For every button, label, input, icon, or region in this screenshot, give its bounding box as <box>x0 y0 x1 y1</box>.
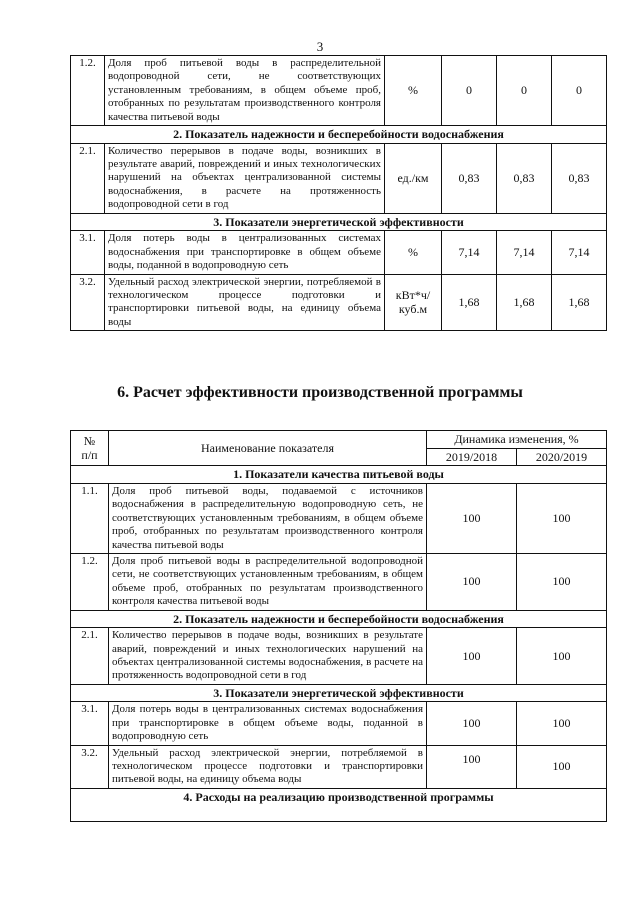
value-cell: 100 <box>427 628 517 685</box>
value-cell: 0,83 <box>497 143 552 213</box>
value-cell: 1,68 <box>552 274 607 331</box>
row-number: 3.1. <box>71 231 105 274</box>
table-row <box>71 553 607 610</box>
section-row <box>71 126 607 144</box>
indicators-table <box>70 55 607 331</box>
value-cell: 100 <box>427 745 517 788</box>
unit-cell: кВт*ч/ куб.м <box>385 274 442 331</box>
value-cell: 7,14 <box>497 231 552 274</box>
unit-cell: % <box>385 56 442 126</box>
indicator-name: Удельный расход электрической энергии, потребляемой в технологическом процессе подготовки и транспортировки питьевой воды, на единицу объема воды <box>105 274 385 331</box>
period-header: 2020/2019 <box>517 448 607 466</box>
indicator-name: Доля потерь воды в централизованных системах водоснабжения при транспортировке в общем объеме воды, поданной в водопроводную сеть <box>109 702 427 745</box>
indicator-name: Доля потерь воды в централизованных системах водоснабжения при транспортировке в общем объеме воды, поданной в водопроводную сеть <box>105 231 385 274</box>
unit-cell: ед./км <box>385 143 442 213</box>
section-title: 2. Показатель надежности и бесперебойности водоснабжения <box>71 610 607 628</box>
section-title: 3. Показатели энергетической эффективности <box>71 213 607 231</box>
indicator-name: Доля проб питьевой воды в распределительной водопроводной сети, не соответствующих установленным требованиям, в общем объеме проб, отобранных по результатам производственного контроля качества питьевой воды <box>105 56 385 126</box>
section-title: 1. Показатели качества питьевой воды <box>71 466 607 484</box>
indicator-name: Количество перерывов в подаче воды, возникших в результате аварий, повреждений и иных технологических нарушений на объектах централизованной системы водоснабжения, в расчете на протяженность водопроводной сети в год <box>109 628 427 685</box>
number-header <box>71 431 109 466</box>
value-cell: 1,68 <box>497 274 552 331</box>
header-row <box>71 431 607 449</box>
row-number: 3.2. <box>71 745 109 788</box>
table-row <box>71 143 607 213</box>
table-row <box>71 56 607 126</box>
row-number: 3.1. <box>71 702 109 745</box>
section-row <box>71 213 607 231</box>
table-row <box>71 483 607 553</box>
row-number: 3.2. <box>71 274 105 331</box>
page-number: 3 <box>316 39 324 54</box>
section-row <box>71 610 607 628</box>
value-cell: 100 <box>517 553 607 610</box>
row-number: 2.1. <box>71 628 109 685</box>
number-header-line1: № <box>83 433 96 448</box>
value-cell: 100 <box>517 628 607 685</box>
dynamics-header: Динамика изменения, % <box>427 431 607 449</box>
section-row <box>71 466 607 484</box>
section-title: 3. Показатели энергетической эффективности <box>71 684 607 702</box>
value-cell: 7,14 <box>552 231 607 274</box>
section-title: 4. Расходы на реализацию производственной программы <box>71 788 607 821</box>
value-cell: 0 <box>552 56 607 126</box>
row-number: 1.1. <box>71 483 109 553</box>
section-heading: 6. Расчет эффективности производственной программы <box>117 384 523 401</box>
value-cell: 7,14 <box>442 231 497 274</box>
table-row <box>71 274 607 331</box>
table-row <box>71 628 607 685</box>
value-cell: 100 <box>427 702 517 745</box>
value-cell: 100 <box>517 702 607 745</box>
table-row <box>71 231 607 274</box>
value-cell: 1,68 <box>442 274 497 331</box>
indicator-name: Удельный расход электрической энергии, потребляемой в технологическом процессе подготовки и транспортировки питьевой воды, на единицу объема воды <box>109 745 427 788</box>
section-row <box>71 788 607 821</box>
value-cell: 100 <box>517 483 607 553</box>
value-cell: 100 <box>427 483 517 553</box>
section-title: 2. Показатель надежности и бесперебойности водоснабжения <box>71 126 607 144</box>
value-cell: 0 <box>442 56 497 126</box>
indicator-name: Доля проб питьевой воды, подаваемой с источников водоснабжения в распределительную водопроводную сеть, не соответствующих установленным требованиям, в общем объеме проб, отобранных по результатам производственного контроля качества питьевой воды <box>109 483 427 553</box>
row-number: 1.2. <box>71 56 105 126</box>
value-cell: 0,83 <box>442 143 497 213</box>
unit-cell: % <box>385 231 442 274</box>
value-cell: 0,83 <box>552 143 607 213</box>
indicator-name: Количество перерывов в подаче воды, возникших в результате аварий, повреждений и иных технологических нарушений на объектах централизованной системы водоснабжения, в расчете на протяженность водопроводной сети в год <box>105 143 385 213</box>
efficiency-table <box>70 430 607 822</box>
row-number: 2.1. <box>71 143 105 213</box>
row-number: 1.2. <box>71 553 109 610</box>
table-row <box>71 745 607 788</box>
value-cell: 100 <box>427 553 517 610</box>
section-row <box>71 684 607 702</box>
indicator-name: Доля проб питьевой воды в распределительной водопроводной сети, не соответствующих установленным требованиям, в общем объеме проб, отобранных по результатам производственного контроля качества питьевой воды <box>109 553 427 610</box>
value-cell: 0 <box>497 56 552 126</box>
value-cell: 100 <box>517 745 607 788</box>
number-header-line2: п/п <box>81 448 98 463</box>
period-header: 2019/2018 <box>427 448 517 466</box>
table-row <box>71 702 607 745</box>
name-header: Наименование показателя <box>109 431 427 466</box>
